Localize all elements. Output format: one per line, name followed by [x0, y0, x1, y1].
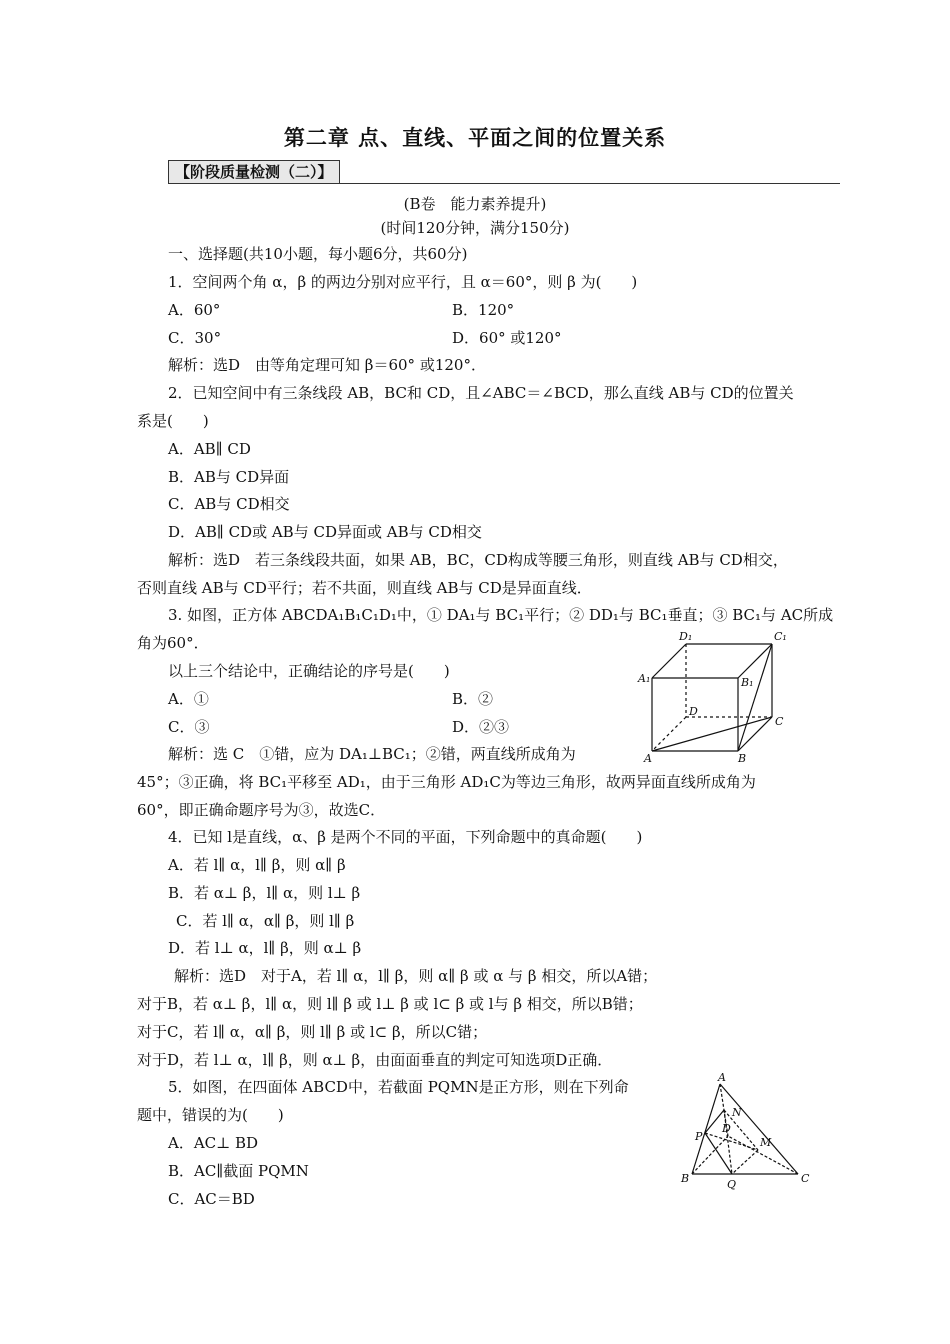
q4-option-a: A．若 l∥ α，l∥ β，则 α∥ β	[168, 856, 346, 874]
cube-label-a: A	[644, 752, 652, 764]
q3-answer-line2: 45°；③正确，将 BC₁平移至 AD₁，由于三角形 AD₁C为等边三角形，故两异面直线所成角为	[137, 773, 756, 791]
q3-option-c: C．③	[168, 718, 210, 736]
q1-option-b: B．120°	[452, 301, 515, 319]
tetra-label-p: P	[695, 1130, 703, 1143]
q2-answer-line2: 否则直线 AB与 CD平行；若不共面，则直线 AB与 CD是异面直线．	[137, 579, 592, 597]
q4-option-d: D．若 l⊥ α，l∥ β，则 α⊥ β	[168, 939, 362, 957]
cube-label-b1: B₁	[741, 676, 754, 689]
q2-stem-line1: 2．已知空间中有三条线段 AB，BC和 CD，且∠ABC＝∠BCD，那么直线 AB与 CD的位置关	[168, 384, 794, 402]
q2-stem-line2: 系是( )	[137, 412, 209, 430]
tetra-label-m: M	[760, 1136, 772, 1149]
q5-option-b: B．AC∥截面 PQMN	[168, 1162, 309, 1180]
tetra-label-d: D	[722, 1122, 731, 1135]
q4-option-b: B．若 α⊥ β，l∥ α，则 l⊥ β	[168, 884, 361, 902]
q3-stem-line1: 3. 如图，正方体 ABCDA₁B₁C₁D₁中，① DA₁与 BC₁平行；② DD₁与 BC₁垂直；③ BC₁与 AC所成	[168, 606, 834, 624]
cube-label-d: D	[689, 705, 698, 718]
q3-answer-line3: 60°，即正确命题序号为③，故选C．	[137, 801, 386, 819]
q5-option-c: C．AC＝BD	[168, 1190, 255, 1208]
q1-option-c: C．30°	[168, 329, 222, 347]
q1-option-a: A．60°	[168, 301, 221, 319]
cube-label-d1: D₁	[679, 630, 693, 643]
q3-option-a: A．①	[168, 690, 209, 708]
subtitle-time: (时间120分钟，满分150分)	[380, 219, 570, 237]
tetra-label-a: A	[718, 1071, 726, 1084]
subtitle-volume: (B卷 能力素养提升)	[403, 195, 547, 213]
tetra-label-n: N	[732, 1106, 742, 1119]
q2-answer-line1: 解析：选D 若三条线段共面，如果 AB，BC，CD构成等腰三角形，则直线 AB与 CD相交，	[168, 551, 788, 569]
q3-stem-line2: 角为60°．	[137, 634, 209, 652]
cube-label-a1: A₁	[638, 672, 651, 685]
cube-label-c1: C₁	[774, 630, 787, 643]
cube-figure	[630, 628, 790, 764]
q5-option-a: A．AC⊥ BD	[168, 1134, 259, 1152]
tetra-label-c: C	[801, 1172, 810, 1185]
q2-option-b: B．AB与 CD异面	[168, 468, 290, 486]
q4-stem: 4．已知 l是直线，α、β 是两个不同的平面，下列命题中的真命题( )	[168, 828, 643, 846]
q2-option-d: D．AB∥ CD或 AB与 CD异面或 AB与 CD相交	[168, 523, 482, 541]
tetrahedron-figure	[676, 1070, 816, 1192]
q4-answer-line2: 对于B，若 α⊥ β，l∥ α，则 l∥ β 或 l⊥ β 或 l⊂ β 或 l与 β 相交，所以B错；	[137, 995, 643, 1013]
q3-option-d: D．②③	[452, 718, 510, 736]
header-rule	[168, 183, 840, 184]
q3-answer-line1: 解析：选 C ①错，应为 DA₁⊥BC₁；②错，两直线所成角为	[168, 745, 576, 763]
q4-answer-line3: 对于C，若 l∥ α，α∥ β，则 l∥ β 或 l⊂ β，所以C错；	[137, 1023, 488, 1041]
section-banner: 【阶段质量检测（二）】	[168, 160, 340, 184]
cube-label-b: B	[738, 752, 747, 764]
q1-stem: 1．空间两个角 α，β 的两边分别对应平行，且 α＝60°，则 β 为( )	[168, 273, 638, 291]
q2-option-c: C．AB与 CD相交	[168, 495, 290, 513]
tetra-label-b: B	[681, 1172, 690, 1185]
q4-option-c: C．若 l∥ α，α∥ β，则 l∥ β	[176, 912, 355, 930]
q1-option-d: D．60° 或120°	[452, 329, 562, 347]
q5-stem-line1: 5．如图，在四面体 ABCD中，若截面 PQMN是正方形，则在下列命	[168, 1078, 629, 1096]
q4-answer-line1: 解析：选D 对于A，若 l∥ α，l∥ β，则 α∥ β 或 α 与 β 相交，所以A错；	[174, 967, 658, 985]
tetra-label-q: Q	[727, 1178, 737, 1191]
q2-option-a: A．AB∥ CD	[168, 440, 251, 458]
q1-answer: 解析：选D 由等角定理可知 β＝60° 或120°．	[168, 356, 486, 374]
q3-option-b: B．②	[452, 690, 494, 708]
cube-label-c: C	[775, 715, 784, 728]
q4-answer-line4: 对于D，若 l⊥ α，l∥ β，则 α⊥ β，由面面垂直的判定可知选项D正确．	[137, 1051, 613, 1069]
q5-stem-line2: 题中，错误的为( )	[137, 1106, 284, 1124]
q3-stem-line3: 以上三个结论中，正确结论的序号是( )	[168, 662, 450, 680]
chapter-title: 第二章 点、直线、平面之间的位置关系	[283, 126, 667, 150]
section-heading: 一、选择题(共10小题，每小题6分，共60分)	[168, 245, 468, 263]
